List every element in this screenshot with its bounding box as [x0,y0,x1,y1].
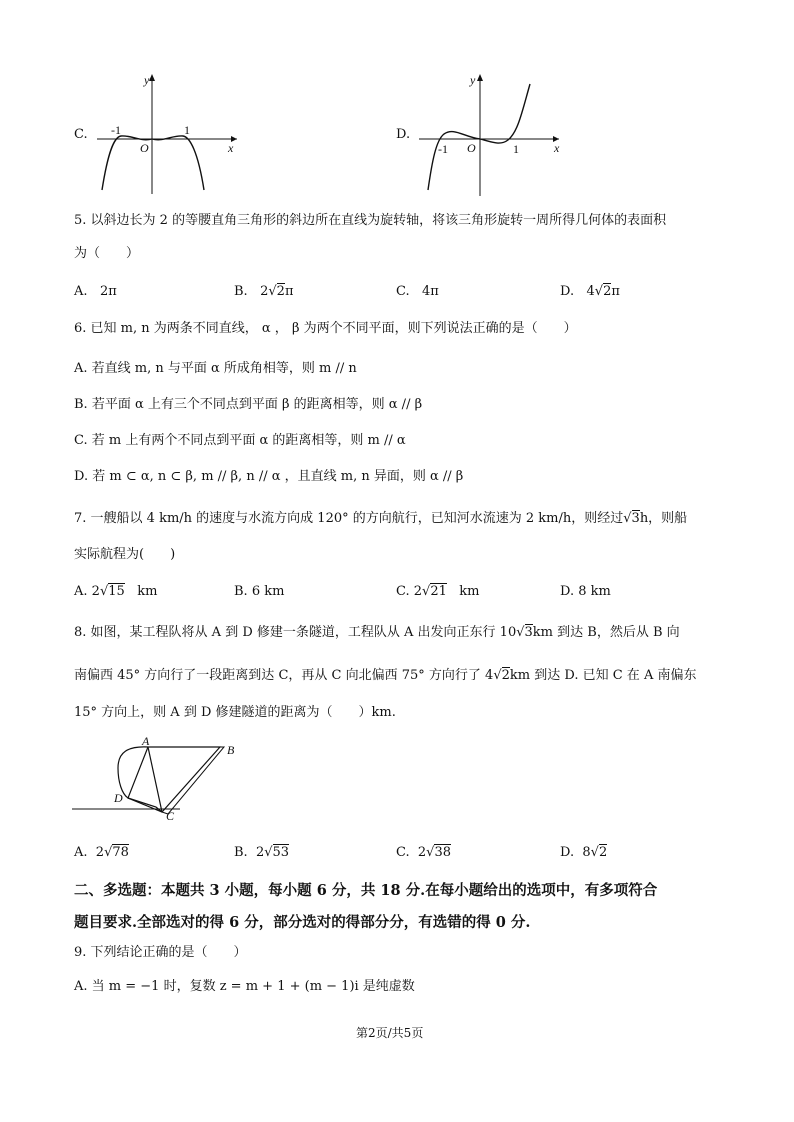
option-value: 4π [422,284,439,299]
option-label: B. [234,284,248,299]
q6-stem: 6. 已知 m, n 为两条不同直线， α ， β 为两个不同平面，则下列说法正确的是（ ） [74,321,577,336]
q8-option-c[interactable] [396,844,451,862]
graph-c [92,72,252,202]
sqrt-sign: √ [594,284,604,299]
sqrt-sign: √ [422,584,431,599]
option-label: B. [234,584,248,599]
radicand: 2 [276,284,285,299]
sqrt-sign: √ [590,845,599,860]
q5-stem-line1: 5. 以斜边长为 2 的等腰直角三角形的斜边所在直线为旋转轴，将该三角形旋转一周所得几何体的表面积 [74,213,667,228]
radicand: 21 [430,584,447,599]
radicand: 2 [598,845,608,860]
radicand: 53 [272,845,290,860]
section2-heading-line1: 二、多选题：本题共 3 小题，每小题 6 分，共 18 分.在每小题给出的选项中，有多项符合 [74,882,658,899]
q8-stem-line2 [74,667,696,685]
radical-coef: 2 [417,845,427,860]
option-label: A. [74,284,88,299]
graph-c-neg-tick: -1 [111,123,121,137]
graph-d [414,72,574,202]
section2-heading-line2: 题目要求.全部选对的得 6 分，部分选对的得部分分，有选错的得 0 分. [74,914,531,931]
q7-text-a: 7. 一艘船以 4 km/h 的速度与水流方向成 120° 的方向航行，已知河水流速为 2 km/h，则经过 [74,511,624,526]
sqrt-sign: √ [268,284,277,299]
q6-option-d[interactable]: D. 若 m ⊂ α, n ⊂ β, m // β, n // α ，且直线 m, n 异面，则 α // β [74,469,464,484]
radical-coef: 4 [586,284,595,299]
sqrt-sign: √ [493,668,502,683]
q8-text-a: 8. 如图，某工程队将从 A 到 D 修建一条隧道，工程队从 A 出发向正东行 [74,625,496,640]
option-label: A. [74,584,88,599]
radicand: 15 [108,584,125,599]
radicand: 38 [434,845,452,860]
option-label: A. [74,845,88,860]
q5-option-b[interactable] [234,283,294,301]
radical-coef: 4 [485,668,494,683]
graph-c-pos-tick: 1 [184,123,190,137]
radical-coef: 2 [260,284,269,299]
q5-option-a[interactable] [74,283,117,301]
page-footer: 第2页/共5页 [356,1026,424,1040]
sqrt-sign: √ [99,584,109,599]
q8-text-b: km 到达 B，然后从 B 向 [532,625,680,640]
q9-stem: 9. 下列结论正确的是（ ） [74,945,247,960]
q8-stem-line3: 15° 方向上，则 A 到 D 修建隧道的距离为（ ）km. [74,705,396,720]
q8-point-b: B [227,743,235,757]
radicand: 2 [501,668,510,683]
graph-c-x-label: x [228,141,234,155]
q8-point-d: D [114,791,123,805]
q8-point-c: C [166,809,175,823]
q8-figure [70,734,270,824]
graph-c-origin: O [140,141,149,155]
q7-option-b[interactable] [234,583,284,601]
option-tail: km [459,584,480,599]
q6-option-a[interactable]: A. 若直线 m, n 与平面 α 所成角相等，则 m // n [74,361,357,376]
sqrt-sign: √ [623,511,632,526]
q8-option-d[interactable] [560,844,607,862]
sqrt-sign: √ [104,845,113,860]
option-value: 6 km [251,584,285,599]
q8-text-c: 南偏西 45° 方向行了一段距离到达 C，再从 C 向北偏西 75° 方向行了 [74,668,481,683]
option-tail: km [137,584,158,599]
q9-option-a[interactable]: A. 当 m = −1 时，复数 z = m + 1 + (m − 1)i 是纯虚数 [74,979,415,994]
q8-option-a[interactable] [74,844,129,862]
radical-coef: 8 [582,845,591,860]
q7-stem-line1 [74,510,687,528]
option-label: B. [234,845,248,860]
radicand: 2 [603,284,612,299]
option-label: D. [560,845,575,860]
graph-c-y-label: y [144,73,150,87]
radicand: 3 [631,511,640,526]
graph-d-label: D. [396,127,411,142]
sqrt-sign: √ [426,845,435,860]
q7-option-a[interactable] [74,583,157,601]
option-label: C. [396,845,410,860]
radicand: 3 [524,625,533,640]
option-label: D. [560,284,575,299]
q8-stem-line1 [74,624,680,642]
q8-point-a: A [142,734,150,748]
option-tail: π [611,284,620,299]
option-value: 8 km [578,584,611,599]
sqrt-sign: √ [264,845,273,860]
q5-option-c[interactable] [396,283,439,301]
option-value: 2π [99,284,117,299]
radical-coef: 2 [91,584,100,599]
graph-d-y-label: y [470,73,476,87]
q7-stem-line2: 实际航程为( ) [74,547,176,562]
radicand: 78 [112,845,129,860]
q5-stem-line2: 为（ ） [74,246,140,261]
q7-text-b: h，则船 [639,511,688,526]
graph-d-neg-tick: -1 [438,142,448,156]
radical-coef: 10 [499,625,517,640]
q8-text-d: km 到达 D. 已知 C 在 A 南偏东 [509,668,697,683]
radical-coef: 2 [413,584,423,599]
q5-option-d[interactable] [560,283,620,301]
q6-option-c[interactable]: C. 若 m 上有两个不同点到平面 α 的距离相等，则 m // α [74,433,406,448]
q6-option-b[interactable]: B. 若平面 α 上有三个不同点到平面 β 的距离相等，则 α // β [74,397,423,412]
option-label: C. [396,284,410,299]
graph-c-label: C. [74,127,88,142]
q8-option-b[interactable] [234,844,289,862]
q7-option-c[interactable] [396,583,480,601]
graph-d-origin: O [467,141,476,155]
sqrt-sign: √ [516,625,525,640]
radical-coef: 2 [255,845,265,860]
graph-d-pos-tick: 1 [513,142,519,156]
option-label: C. [396,584,410,599]
option-label: D. [560,584,575,599]
option-tail: π [284,284,294,299]
q7-option-d[interactable] [560,583,611,601]
graph-d-x-label: x [554,141,560,155]
radical-coef: 2 [95,845,105,860]
